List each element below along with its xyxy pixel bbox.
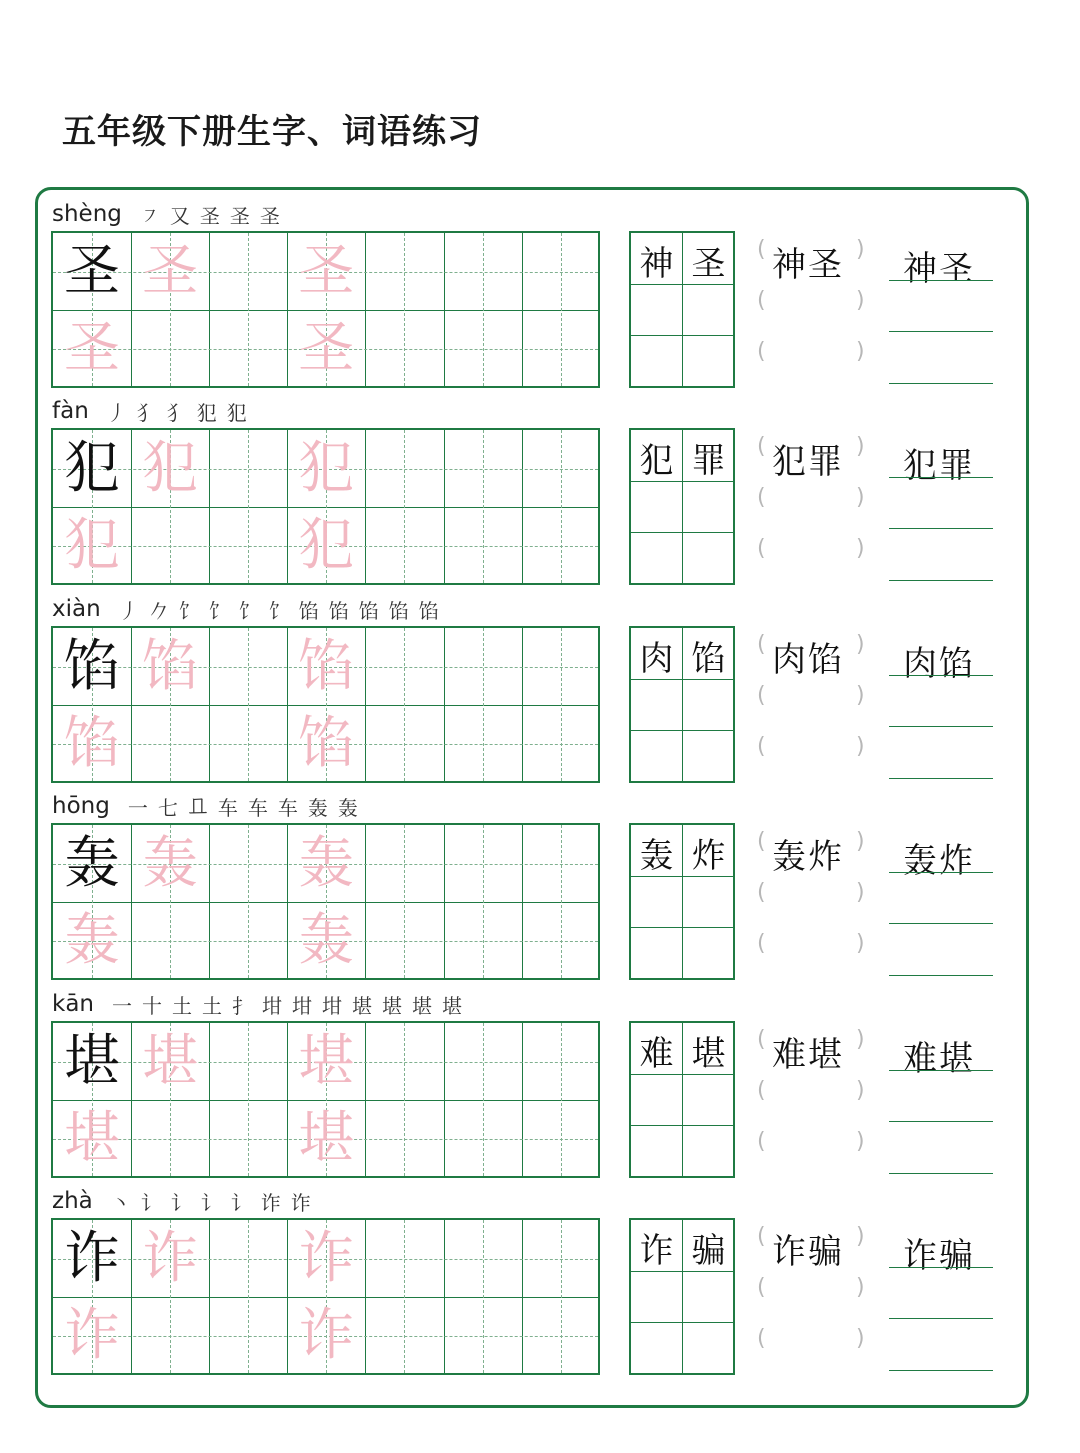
stroke-step: 坩 [262,993,282,1018]
paren-word: 诈骗 [772,1232,844,1272]
trace-character: 轰 [298,907,355,973]
stroke-step: ㇇ [139,203,160,228]
left-paren: ( [757,683,766,708]
entry-row [0,1178,1080,1375]
trace-character: 堪 [298,1105,355,1171]
right-paren: ) [856,434,865,459]
paren-word: 难堪 [772,1035,844,1075]
guide-line [248,1023,249,1176]
right-paren: ) [856,485,865,510]
right-paren: ) [856,1224,865,1249]
right-paren: ) [856,683,865,708]
guide-line [404,233,405,386]
guide-line [561,628,562,781]
stroke-step: 𠀃 [187,794,208,818]
stroke-step: 轰 [337,795,358,820]
stroke-order [111,1187,321,1216]
paren-word: 轰炸 [772,837,844,877]
word-grid [629,231,735,388]
grid-line [631,335,733,336]
trace-character: 圣 [298,315,355,381]
paren-word: 犯罪 [772,442,844,482]
right-paren: ) [856,1078,865,1103]
stroke-step: 一 [127,795,148,820]
stroke-step: 一 [112,993,132,1018]
stroke-step: 诈 [290,1190,311,1215]
guide-line [404,430,405,583]
underline-word: 难堪 [903,1039,975,1079]
entry-row [0,783,1080,980]
trace-character: 馅 [142,633,199,699]
left-paren: ( [757,1224,766,1249]
pinyin-line [52,196,290,232]
word-grid [629,823,735,980]
guide-line [483,825,484,978]
word-character: 馅 [691,638,726,679]
entry-row [0,191,1080,388]
stroke-step: 堪 [442,993,462,1018]
trace-character: 诈 [142,1225,199,1291]
guide-line [248,233,249,386]
model-character: 圣 [64,238,120,304]
guide-line [561,430,562,583]
trace-character: 圣 [142,238,199,304]
stroke-step: 饣 [268,598,289,623]
answer-underline[interactable] [889,580,993,581]
trace-character: 馅 [298,633,355,699]
right-paren: ) [856,237,865,262]
stroke-step: 圣 [229,203,250,228]
trace-character: 诈 [298,1225,355,1291]
stroke-step: 堪 [412,993,432,1018]
answer-underline[interactable] [889,280,993,281]
right-paren: ) [856,1027,865,1052]
stroke-step: 讠 [170,1190,191,1215]
trace-character: 轰 [142,830,199,896]
word-character: 肉 [639,638,674,679]
right-paren: ) [856,632,865,657]
answer-underline[interactable] [889,477,993,478]
stroke-step: 犯 [196,400,217,425]
trace-character: 堪 [298,1028,355,1094]
guide-line [483,628,484,781]
grid-line [631,1322,733,1323]
right-paren: ) [856,288,865,313]
right-paren: ) [856,734,865,759]
stroke-step: 七 [157,795,178,820]
stroke-step: 馅 [358,598,379,623]
trace-character: 圣 [64,315,120,381]
stroke-step: 讠 [230,1190,251,1215]
stroke-step: 土 [172,993,192,1018]
pinyin-line [52,393,257,429]
model-character: 诈 [64,1225,120,1291]
stroke-step: 犭 [166,400,187,425]
practice-grid [51,1218,600,1375]
pinyin-line [52,788,368,824]
stroke-step: 丶 [110,1190,131,1215]
guide-line [483,1220,484,1373]
model-character: 犯 [64,435,120,501]
guide-line [483,233,484,386]
pinyin-line [52,591,449,627]
left-paren: ( [757,434,766,459]
answer-underline[interactable] [889,1121,993,1122]
stroke-step: 饣 [178,598,199,623]
left-paren: ( [757,485,766,510]
right-paren: ) [856,1129,865,1154]
stroke-step: 丿 [106,400,127,425]
grid-line [631,532,733,533]
answer-underline[interactable] [889,528,993,529]
entry-row [0,586,1080,783]
stroke-order [140,200,290,229]
pinyin: kān [52,991,94,1017]
answer-underline[interactable] [889,1267,993,1268]
stroke-step: 圣 [259,203,280,228]
left-paren: ( [757,536,766,561]
practice-grid [51,428,600,585]
guide-line [404,1220,405,1373]
stroke-step: 坩 [322,993,342,1018]
trace-character: 犯 [298,435,355,501]
guide-line [404,1023,405,1176]
pinyin-line [52,986,472,1022]
answer-underline[interactable] [889,975,993,976]
left-paren: ( [757,339,766,364]
trace-character: 轰 [64,907,120,973]
guide-line [561,1023,562,1176]
trace-character: 犯 [142,435,199,501]
practice-grid [51,231,600,388]
word-character: 骗 [691,1230,726,1271]
stroke-step: 土 [202,993,222,1018]
trace-character: 诈 [298,1302,355,1368]
word-character: 诈 [639,1230,674,1271]
stroke-step: 𠂊 [148,598,169,623]
underline-word: 诈骗 [903,1236,975,1276]
stroke-order [107,397,257,426]
guide-line [561,825,562,978]
stroke-step: 坩 [292,993,312,1018]
trace-character: 犯 [64,512,120,578]
guide-line [561,1220,562,1373]
left-paren: ( [757,1078,766,1103]
guide-line [404,825,405,978]
stroke-step: 堪 [352,993,372,1018]
stroke-step: 饣 [238,598,259,623]
entry-row [0,388,1080,585]
trace-character: 轰 [298,830,355,896]
pinyin: fàn [52,398,89,424]
stroke-step: 犭 [136,400,157,425]
word-character: 难 [639,1033,674,1074]
stroke-step: 又 [169,203,190,228]
trace-character: 馅 [64,710,120,776]
left-paren: ( [757,931,766,956]
answer-underline[interactable] [889,778,993,779]
stroke-step: 馅 [298,598,319,623]
stroke-step: 车 [277,795,298,820]
guide-line [248,430,249,583]
stroke-step: 丿 [118,598,139,623]
pinyin: shèng [52,201,122,227]
word-character: 圣 [691,243,726,284]
pinyin: xiàn [52,596,101,622]
trace-character: 堪 [64,1105,120,1171]
guide-line [404,628,405,781]
stroke-order [119,595,449,624]
right-paren: ) [856,1326,865,1351]
practice-grid [51,1021,600,1178]
answer-underline[interactable] [889,331,993,332]
left-paren: ( [757,632,766,657]
left-paren: ( [757,237,766,262]
answer-underline[interactable] [889,675,993,676]
stroke-step: 堪 [382,993,402,1018]
answer-underline[interactable] [889,383,993,384]
trace-character: 圣 [298,238,355,304]
trace-character: 馅 [298,710,355,776]
page-title: 五年级下册生字、词语练习 [62,112,482,152]
left-paren: ( [757,1129,766,1154]
underline-word: 犯罪 [903,446,975,486]
answer-underline[interactable] [889,726,993,727]
word-character: 犯 [639,440,674,481]
underline-word: 肉馅 [903,644,975,684]
stroke-order [128,792,368,821]
pinyin-line [52,1183,321,1219]
paren-word: 肉馅 [772,640,844,680]
pinyin: zhà [52,1188,93,1214]
entry-row [0,981,1080,1178]
answer-underline[interactable] [889,1318,993,1319]
guide-line [248,628,249,781]
pinyin: hōng [52,793,110,819]
underline-word: 神圣 [903,249,975,289]
guide-line [483,430,484,583]
stroke-step: 馅 [388,598,409,623]
left-paren: ( [757,829,766,854]
right-paren: ) [856,829,865,854]
guide-line [248,825,249,978]
stroke-step: 馅 [328,598,349,623]
word-grid [629,1021,735,1178]
stroke-order [112,990,472,1019]
underline-word: 轰炸 [903,841,975,881]
word-grid [629,1218,735,1375]
right-paren: ) [856,536,865,561]
right-paren: ) [856,880,865,905]
trace-character: 堪 [142,1028,199,1094]
answer-underline[interactable] [889,1070,993,1071]
stroke-step: 犯 [226,400,247,425]
stroke-step: 圣 [199,203,220,228]
trace-character: 诈 [64,1302,120,1368]
left-paren: ( [757,880,766,905]
stroke-step: 讠 [140,1190,161,1215]
word-character: 堪 [691,1033,726,1074]
right-paren: ) [856,931,865,956]
word-character: 神 [639,243,674,284]
model-character: 馅 [64,633,120,699]
stroke-step: 诈 [260,1190,281,1215]
trace-character: 犯 [298,512,355,578]
grid-line [631,730,733,731]
left-paren: ( [757,734,766,759]
word-grid [629,626,735,783]
word-character: 轰 [639,835,674,876]
grid-line [631,927,733,928]
stroke-step: 馅 [418,598,439,623]
right-paren: ) [856,1275,865,1300]
grid-line [631,1125,733,1126]
guide-line [483,1023,484,1176]
right-paren: ) [856,339,865,364]
word-character: 罪 [691,440,726,481]
answer-underline[interactable] [889,923,993,924]
left-paren: ( [757,1275,766,1300]
answer-underline[interactable] [889,1173,993,1174]
left-paren: ( [757,1027,766,1052]
stroke-step: 车 [217,795,238,820]
left-paren: ( [757,288,766,313]
answer-underline[interactable] [889,1370,993,1371]
practice-grid [51,626,600,783]
answer-underline[interactable] [889,872,993,873]
word-grid [629,428,735,585]
stroke-step: 饣 [208,598,229,623]
left-paren: ( [757,1326,766,1351]
word-character: 炸 [691,835,726,876]
paren-word: 神圣 [772,245,844,285]
model-character: 轰 [64,830,120,896]
model-character: 堪 [64,1028,120,1094]
stroke-step: 车 [247,795,268,820]
stroke-step: 轰 [307,795,328,820]
guide-line [561,233,562,386]
stroke-step: 讠 [200,1190,221,1215]
guide-line [248,1220,249,1373]
stroke-step: 十 [142,993,162,1018]
practice-grid [51,823,600,980]
stroke-step: 扌 [232,993,252,1018]
